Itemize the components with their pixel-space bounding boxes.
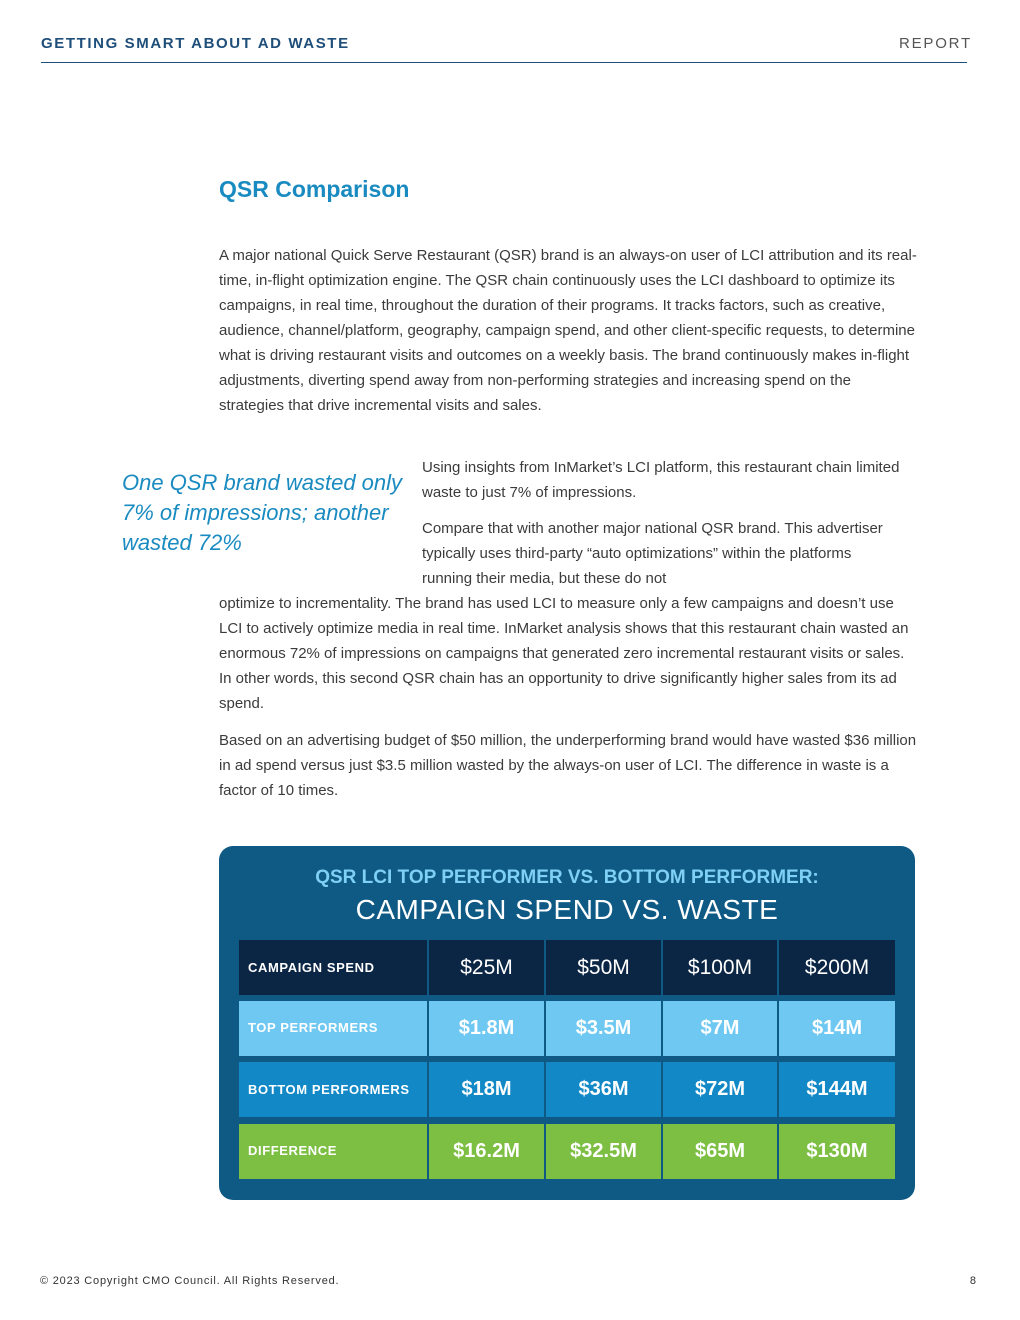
table-cell: $16.2M <box>429 1124 544 1179</box>
table-cell: $25M <box>429 940 544 995</box>
paragraph-insights: Using insights from InMarket’s LCI platform, this restaurant chain limited waste to just 7% of impressions. <box>422 459 900 501</box>
table-cell: $72M <box>663 1062 777 1117</box>
page-number: 8 <box>969 1275 976 1287</box>
report-label: REPORT <box>898 35 972 52</box>
table-cell: $144M <box>779 1062 895 1117</box>
paragraph-compare-continued: optimize to incrementality. The brand has used LCI to measure only a few campaigns and doesn’t use LCI to actively optimize media in real time. InMarket analysis shows that this restaurant chain wasted an enormous 72% of impressions on campaigns that generated zero incremental restaurant visits or sales. In other words, this second QSR chain has an opportunity to drive significantly higher sales from its ad spend. <box>219 595 909 712</box>
row-label-top-performers: TOP PERFORMERS <box>239 1001 427 1056</box>
table-cell: $32.5M <box>546 1124 661 1179</box>
header-divider <box>41 62 967 63</box>
paragraph-budget: Based on an advertising budget of $50 million, the underperforming brand would have wasted $36 million in ad spend versus just $3.5 million wasted by the always-on user of LCI. The difference in waste is a factor of 10 times. <box>219 732 917 799</box>
section-title: QSR Comparison <box>219 176 410 202</box>
table-cell: $18M <box>429 1062 544 1117</box>
table-cell: $100M <box>663 940 777 995</box>
row-label-campaign-spend: CAMPAIGN SPEND <box>239 940 427 995</box>
table-cell: $65M <box>663 1124 777 1179</box>
table-cell: $1.8M <box>429 1001 544 1056</box>
table-cell: $50M <box>546 940 661 995</box>
spend-vs-waste-table <box>219 846 915 1200</box>
table-cell: $3.5M <box>546 1001 661 1056</box>
row-label-bottom-performers: BOTTOM PERFORMERS <box>239 1062 427 1117</box>
paragraph-compare-start: Compare that with another major national QSR brand. This advertiser typically uses third-party “auto optimizations” within the platforms running their media, but these do not <box>422 520 883 587</box>
table-cell: $36M <box>546 1062 661 1117</box>
table-cell: $200M <box>779 940 895 995</box>
table-title: CAMPAIGN SPEND VS. WASTE <box>355 894 779 925</box>
footer-copyright: © 2023 Copyright CMO Council. All Rights Reserved. <box>40 1275 340 1287</box>
pull-quote: One QSR brand wasted only 7% of impressions; another wasted 72% <box>122 470 403 555</box>
table-cell: $130M <box>779 1124 895 1179</box>
table-cell: $7M <box>663 1001 777 1056</box>
paragraph-qsr-intro: A major national Quick Serve Restaurant (QSR) brand is an always-on user of LCI attribution and its real-time, in-flight optimization engine. The QSR chain continuously uses the LCI dashboard to optimize its campaigns, in real time, throughout the duration of their programs. It tracks factors, such as creative, audience, channel/platform, geography, campaign spend, and other client-specific requests, to determine what is driving restaurant visits and outcomes on a weekly basis. The brand continuously makes in-flight adjustments, diverting spend away from non-performing strategies and increasing spend on the strategies that drive incremental visits and sales. <box>219 247 917 414</box>
table-subtitle: QSR LCI TOP PERFORMER VS. BOTTOM PERFORMER: <box>315 867 819 888</box>
table-cell: $14M <box>779 1001 895 1056</box>
report-title: GETTING SMART ABOUT AD WASTE <box>41 35 350 52</box>
row-label-difference: DIFFERENCE <box>239 1124 427 1179</box>
